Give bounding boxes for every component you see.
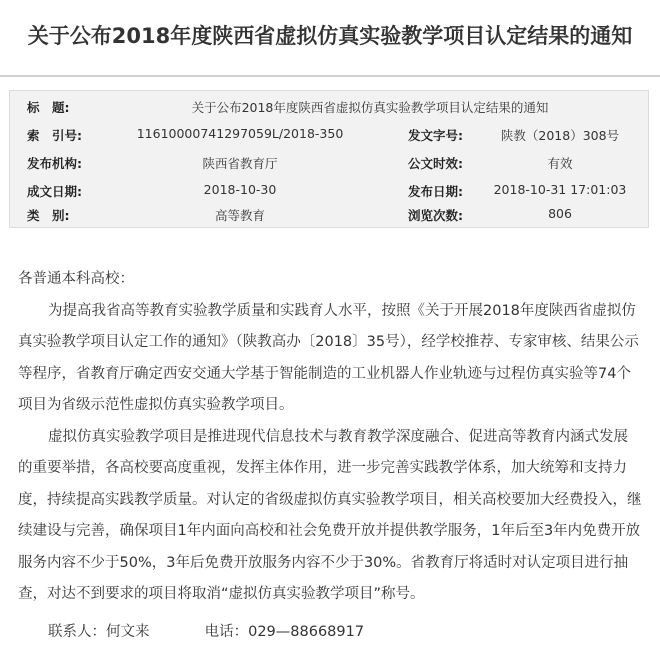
- page-title: 关于公布2018年度陕西省虚拟仿真实验教学项目认定结果的通知: [27, 24, 633, 48]
- publish-date-label: 发布日期:: [408, 184, 463, 199]
- doc-number-value: 陕教（2018）308号: [500, 128, 620, 143]
- salutation: 各普通本科高校：: [18, 271, 134, 287]
- contact-phone: 电话：029—88668917: [204, 624, 365, 640]
- view-count-value: 806: [548, 206, 572, 221]
- meta-row-category: [10, 203, 648, 227]
- metadata-table: [9, 90, 649, 228]
- notice-body: [18, 264, 642, 611]
- index-label: 索 引号:: [27, 128, 82, 143]
- title-divider: [0, 75, 660, 77]
- meta-row-issuer: [10, 151, 648, 175]
- contact-info: [48, 620, 364, 641]
- meta-row-dates: [10, 179, 648, 203]
- validity-label: 公文时效:: [408, 156, 463, 171]
- publish-date-value: 2018-10-31 17:01:03: [493, 182, 627, 197]
- issuer-label: 发布机构:: [27, 156, 82, 171]
- meta-row-index: [10, 123, 648, 147]
- doc-number-label: 发文字号:: [408, 128, 463, 143]
- written-date-value: 2018-10-30: [203, 182, 277, 197]
- category-value: 高等教育: [214, 208, 265, 223]
- index-value: 11610000741297059L/2018-350: [136, 126, 344, 141]
- written-date-label: 成文日期:: [27, 184, 82, 199]
- meta-row-title: [10, 95, 648, 119]
- validity-value: 有效: [547, 156, 573, 171]
- title-value: 关于公布2018年度陕西省虚拟仿真实验教学项目认定结果的通知: [191, 100, 549, 115]
- view-count-label: 浏览次数:: [408, 208, 463, 223]
- issuer-value: 陕西省教育厅: [202, 156, 278, 171]
- paragraph-2: 虚拟仿真实验教学项目是推进现代信息技术与教育教学深度融合、促进高等教育内涵式发展的重要举措，各高校要高度重视，发挥主体作用，进一步完善实践教学体系，加大统筹和支持力度，持续提高实践教学质量。对认定的省级虚拟仿真实验教学项目，相关高校要加大经费投入，继续建设与完善，确保项目1年内面向高校和社会免费开放并提供教学服务，1年后至3年内免费开放服务内容不少于50%，3年后免费开放服务内容不少于30%。省教育厅将适时对认定项目进行抽查，对达不到要求的项目将取消“虚拟仿真实验教学项目”称号。: [18, 428, 642, 602]
- paragraph-1: 为提高我省高等教育实验教学质量和实践育人水平，按照《关于开展2018年度陕西省虚拟仿真实验教学项目认定工作的通知》（陕教高办〔2018〕35号），经学校推荐、专家审核、结果公示等程序，省教育厅确定西安交通大学基于智能制造的工业机器人作业轨迹与过程仿真实验等74个项目为省级示范性虚拟仿真实验教学项目。: [18, 302, 639, 413]
- category-label: 类 别:: [27, 208, 70, 223]
- contact-person: 联系人：何文来: [48, 624, 150, 640]
- title-label: 标 题:: [27, 100, 70, 115]
